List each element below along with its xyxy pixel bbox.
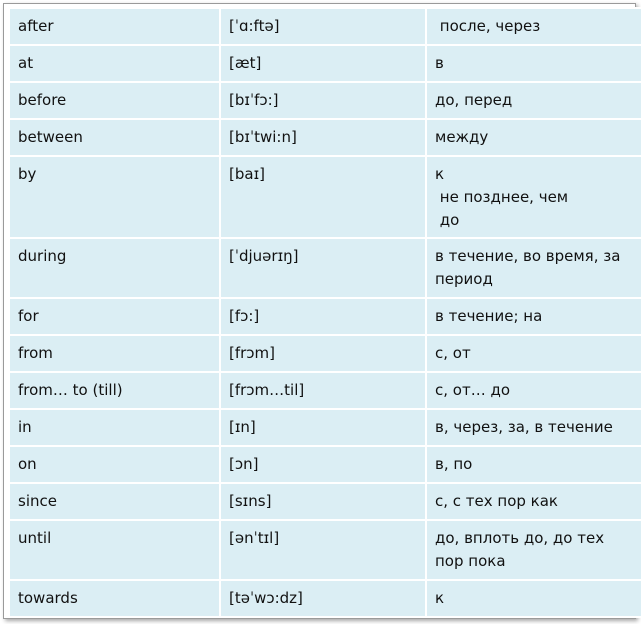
table-row (9, 298, 641, 335)
word-cell: between (9, 119, 220, 156)
translation-line: с, от… до (435, 381, 511, 399)
word-cell: from (9, 335, 220, 372)
transcription-cell: [ˈɑ:ftə] (220, 8, 426, 45)
word-cell: towards (9, 580, 220, 617)
translation-line: до, перед (435, 91, 513, 109)
translation-cell (426, 298, 641, 335)
transcription-cell: [təˈwɔ:dz] (220, 580, 426, 617)
translation-line: с, с тех пор как (435, 492, 558, 510)
word-cell: for (9, 298, 220, 335)
transcription-cell: [fɔ:] (220, 298, 426, 335)
translation-line: до (435, 211, 460, 229)
table-row (9, 45, 641, 82)
translation-cell (426, 45, 641, 82)
transcription-cell: [ɪn] (220, 409, 426, 446)
table-row (9, 335, 641, 372)
translation-cell (426, 238, 641, 298)
transcription-cell: [frɔm] (220, 335, 426, 372)
prepositions-table (8, 7, 641, 618)
translation-cell (426, 8, 641, 45)
table-row (9, 409, 641, 446)
translation-cell (426, 446, 641, 483)
translation-line: в (435, 54, 444, 72)
table-row (9, 119, 641, 156)
transcription-cell: [ənˈtɪl] (220, 520, 426, 580)
translation-line: до, вплоть до, до тех (435, 529, 605, 547)
transcription-cell: [ˈdjuərɪŋ] (220, 238, 426, 298)
transcription-cell: [æt] (220, 45, 426, 82)
translation-cell (426, 372, 641, 409)
table-row (9, 446, 641, 483)
translation-line: в, по (435, 455, 473, 473)
word-cell: by (9, 156, 220, 238)
transcription-cell: [baɪ] (220, 156, 426, 238)
table-row (9, 82, 641, 119)
translation-cell (426, 580, 641, 617)
translation-line: в течение, во время, за (435, 247, 621, 265)
translation-cell (426, 156, 641, 238)
table-frame (3, 3, 636, 619)
translation-cell (426, 483, 641, 520)
transcription-cell: [bɪˈtwi:n] (220, 119, 426, 156)
table-row (9, 520, 641, 580)
word-cell: during (9, 238, 220, 298)
table-row (9, 8, 641, 45)
translation-cell (426, 335, 641, 372)
table-row (9, 372, 641, 409)
table-row (9, 483, 641, 520)
translation-line: пор пока (435, 552, 506, 570)
translation-line: не позднее, чем (435, 188, 569, 206)
transcription-cell: [bɪˈfɔ:] (220, 82, 426, 119)
table-row (9, 580, 641, 617)
word-cell: from… to (till) (9, 372, 220, 409)
transcription-cell: [sɪns] (220, 483, 426, 520)
word-cell: in (9, 409, 220, 446)
word-cell: since (9, 483, 220, 520)
word-cell: on (9, 446, 220, 483)
word-cell: at (9, 45, 220, 82)
translation-line: между (435, 128, 489, 146)
word-cell: until (9, 520, 220, 580)
word-cell: after (9, 8, 220, 45)
table-row (9, 238, 641, 298)
table-body (9, 8, 641, 617)
translation-line: в, через, за, в течение (435, 418, 613, 436)
translation-cell (426, 520, 641, 580)
transcription-cell: [frɔm…til] (220, 372, 426, 409)
translation-line: к (435, 165, 445, 183)
translation-line: период (435, 270, 493, 288)
transcription-cell: [ɔn] (220, 446, 426, 483)
translation-line: в течение; на (435, 307, 543, 325)
table-row (9, 156, 641, 238)
translation-cell (426, 409, 641, 446)
translation-line: после, через (435, 17, 541, 35)
translation-cell (426, 119, 641, 156)
translation-cell (426, 82, 641, 119)
word-cell: before (9, 82, 220, 119)
translation-line: к (435, 589, 445, 607)
translation-line: с, от (435, 344, 471, 362)
